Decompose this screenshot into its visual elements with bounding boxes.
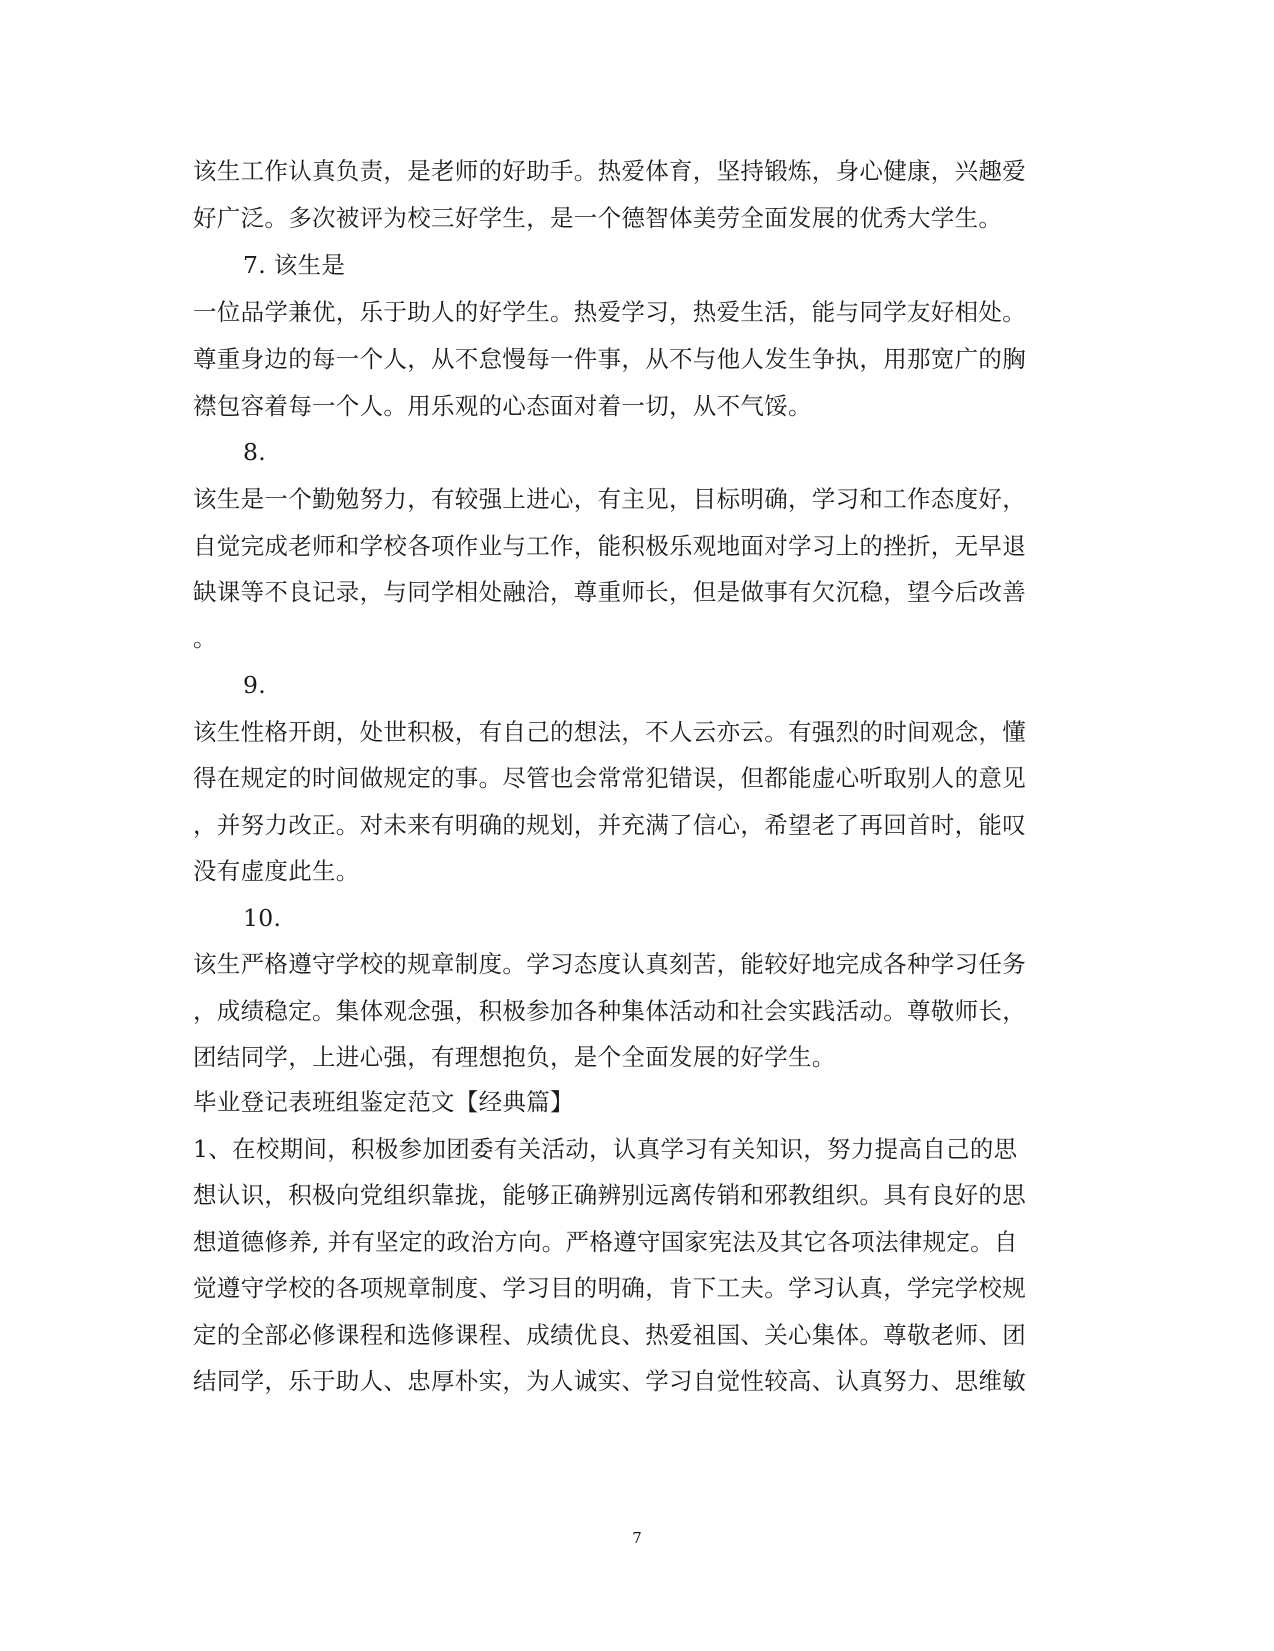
item-heading-9: 9. <box>243 671 267 699</box>
item-heading-7: 7. 该生是 <box>243 251 346 279</box>
paragraph-line: 缺课等不良记录，与同学相处融洽，尊重师长，但是做事有欠沉稳，望今后改善 <box>193 578 1026 606</box>
paragraph-line: 结同学，乐于助人、忠厚朴实，为人诚实、学习自觉性较高、认真努力、思维敏 <box>193 1367 1026 1395</box>
item-heading-10: 10. <box>243 904 282 932</box>
paragraph-line: ，成绩稳定。集体观念强，积极参加各种集体活动和社会实践活动。尊敬师长， <box>193 997 1026 1025</box>
paragraph-line: 该生严格遵守学校的规章制度。学习态度认真刻苦，能较好地完成各种学习任务 <box>193 950 1026 978</box>
paragraph-line: 得在规定的时间做规定的事。尽管也会常常犯错误，但都能虚心听取别人的意见 <box>193 764 1026 792</box>
paragraph-line: 没有虚度此生。 <box>193 857 360 885</box>
paragraph-line: 尊重身边的每一个人，从不怠慢每一件事，从不与他人发生争执，用那宽广的胸 <box>193 345 1026 373</box>
paragraph-line: ，并努力改正。对未来有明确的规划，并充满了信心，希望老了再回首时，能叹 <box>193 811 1026 839</box>
paragraph-line: 该生工作认真负责，是老师的好助手。热爱体育，坚持锻炼，身心健康，兴趣爱 <box>193 157 1026 185</box>
section-heading: 毕业登记表班组鉴定范文【经典篇】 <box>193 1088 574 1116</box>
paragraph-line: 1、在校期间，积极参加团委有关活动，认真学习有关知识，努力提高自己的思 <box>193 1135 1018 1163</box>
page-number: 7 <box>632 1529 642 1547</box>
paragraph-line: 自觉完成老师和学校各项作业与工作，能积极乐观地面对学习上的挫折，无早退 <box>193 532 1026 560</box>
paragraph-line: 该生性格开朗，处世积极，有自己的想法，不人云亦云。有强烈的时间观念，懂 <box>193 718 1026 746</box>
paragraph-line: 团结同学，上进心强，有理想抱负，是个全面发展的好学生。 <box>193 1043 836 1071</box>
paragraph-line: 好广泛。多次被评为校三好学生，是一个德智体美劳全面发展的优秀大学生。 <box>193 204 1003 232</box>
paragraph-line: 想认识，积极向党组织靠拢，能够正确辨别远离传销和邪教组织。具有良好的思 <box>193 1181 1026 1209</box>
paragraph-line: 该生是一个勤勉努力，有较强上进心，有主见，目标明确，学习和工作态度好， <box>193 485 1026 513</box>
paragraph-line: 想道德修养, 并有坚定的政治方向。严格遵守国家宪法及其它各项法律规定。自 <box>193 1228 1018 1256</box>
paragraph-line: 一位品学兼优，乐于助人的好学生。热爱学习，热爱生活，能与同学友好相处。 <box>193 298 1026 326</box>
paragraph-line: 襟包容着每一个人。用乐观的心态面对着一切，从不气馁。 <box>193 392 812 420</box>
paragraph-line: 。 <box>193 624 217 652</box>
paragraph-line: 觉遵守学校的各项规章制度、学习目的明确，肯下工夫。学习认真，学完学校规 <box>193 1274 1026 1302</box>
item-heading-8: 8. <box>243 438 267 466</box>
paragraph-line: 定的全部必修课程和选修课程、成绩优良、热爱祖国、关心集体。尊敬老师、团 <box>193 1321 1026 1349</box>
